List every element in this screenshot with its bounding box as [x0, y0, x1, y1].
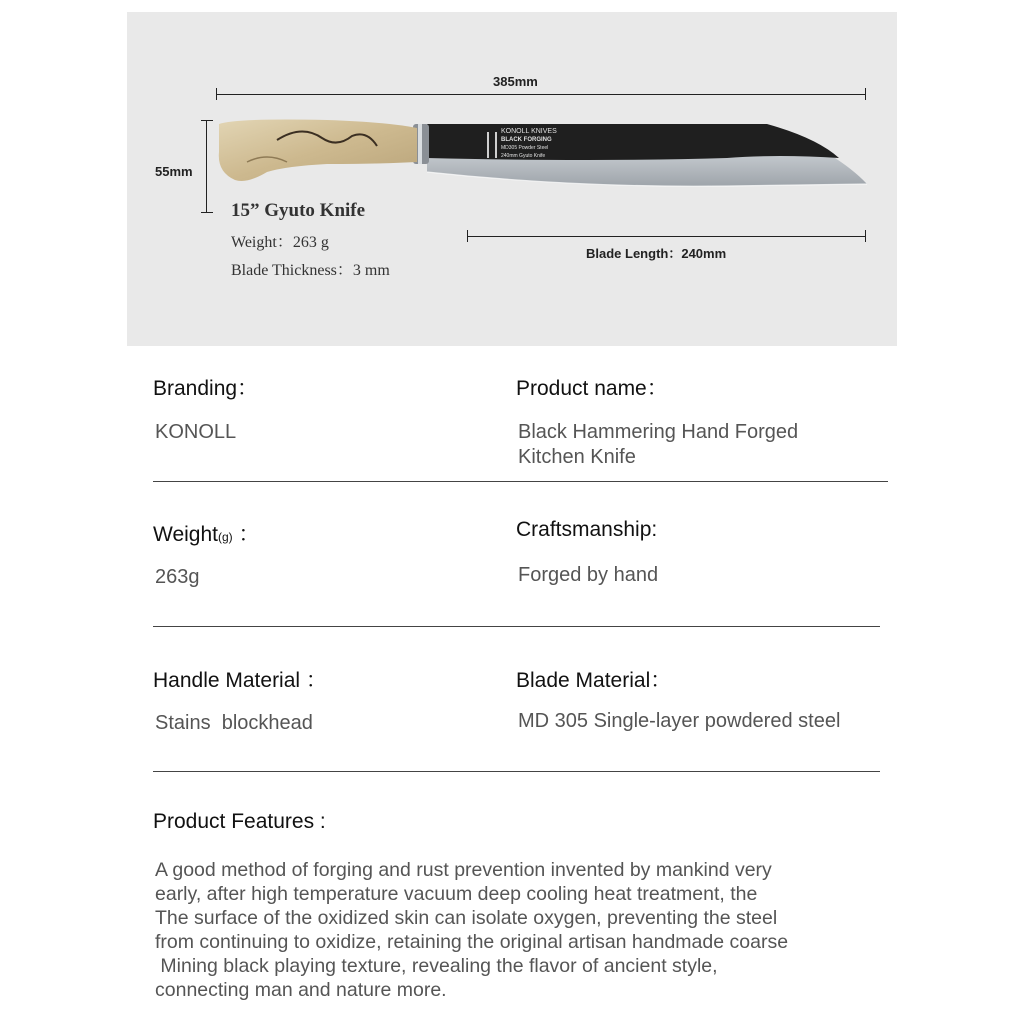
blade-material-label: Blade Material：	[516, 669, 672, 692]
blade-length-label: Blade Length：240mm	[586, 246, 727, 261]
total-length-label: 385mm	[493, 74, 538, 89]
handle	[219, 120, 417, 182]
blade-material-value: MD 305 Single-layer powdered steel	[518, 710, 841, 732]
product-image-panel	[127, 12, 897, 346]
knife-thickness: Blade Thickness：3 mm	[231, 262, 390, 279]
weight-value: 263g	[155, 566, 200, 588]
product-name-line-1: Black Hammering Hand Forged	[518, 421, 799, 443]
knife-illustration	[127, 12, 897, 346]
handle-material-value: Stains blockhead	[155, 712, 313, 734]
blade-print	[501, 128, 557, 160]
features-line-3: The surface of the oxidized skin can isolate oxygen, preventing the steel	[155, 907, 778, 929]
weight-label	[153, 518, 260, 548]
craftsmanship-label: Craftsmanship:	[516, 518, 658, 541]
craftsmanship-value: Forged by hand	[518, 564, 659, 586]
knife-title: 15” Gyuto Knife	[231, 200, 366, 221]
weight-unit: (g)	[217, 530, 233, 544]
blade-length-dimension-line	[467, 236, 866, 237]
product-name-label: Product name：	[516, 377, 668, 400]
divider-2	[153, 626, 880, 627]
features-line-6: connecting man and nature more.	[155, 979, 447, 1001]
product-name-value	[518, 420, 798, 470]
blade-print-kanji-mark	[487, 132, 497, 158]
blade-print-line1: BLACK FORGING	[501, 137, 552, 143]
features-line-5: Mining black playing texture, revealing the flavor of ancient style,	[155, 955, 718, 977]
blade-print-line3: 240mm Gyuto Knife	[501, 153, 546, 159]
branding-label: Branding：	[153, 377, 259, 400]
features-line-4: from continuing to oxidize, retaining the original artisan handmade coarse	[155, 931, 789, 953]
product-features-text	[155, 858, 895, 1002]
handle-material-label: Handle Material ：	[153, 669, 327, 692]
branding-value: KONOLL	[155, 421, 237, 443]
weight-colon: ：	[232, 523, 260, 546]
product-name-line-2: Kitchen Knife	[518, 446, 636, 468]
knife-weight: Weight：263 g	[231, 234, 329, 251]
weight-label-text: Weight	[153, 523, 218, 546]
height-label: 55mm	[155, 164, 193, 179]
product-features-label: Product Features :	[153, 810, 326, 833]
features-line-2: early, after high temperature vacuum deep cooling heat treatment, the	[155, 883, 758, 905]
divider-3	[153, 771, 880, 772]
divider-1	[153, 481, 888, 482]
features-line-1: A good method of forging and rust prevention invented by mankind very	[155, 859, 772, 881]
blade-print-brand: KONOLL KNIVES	[501, 128, 557, 135]
blade-print-line2: MD305 Powder Steel	[501, 145, 549, 151]
